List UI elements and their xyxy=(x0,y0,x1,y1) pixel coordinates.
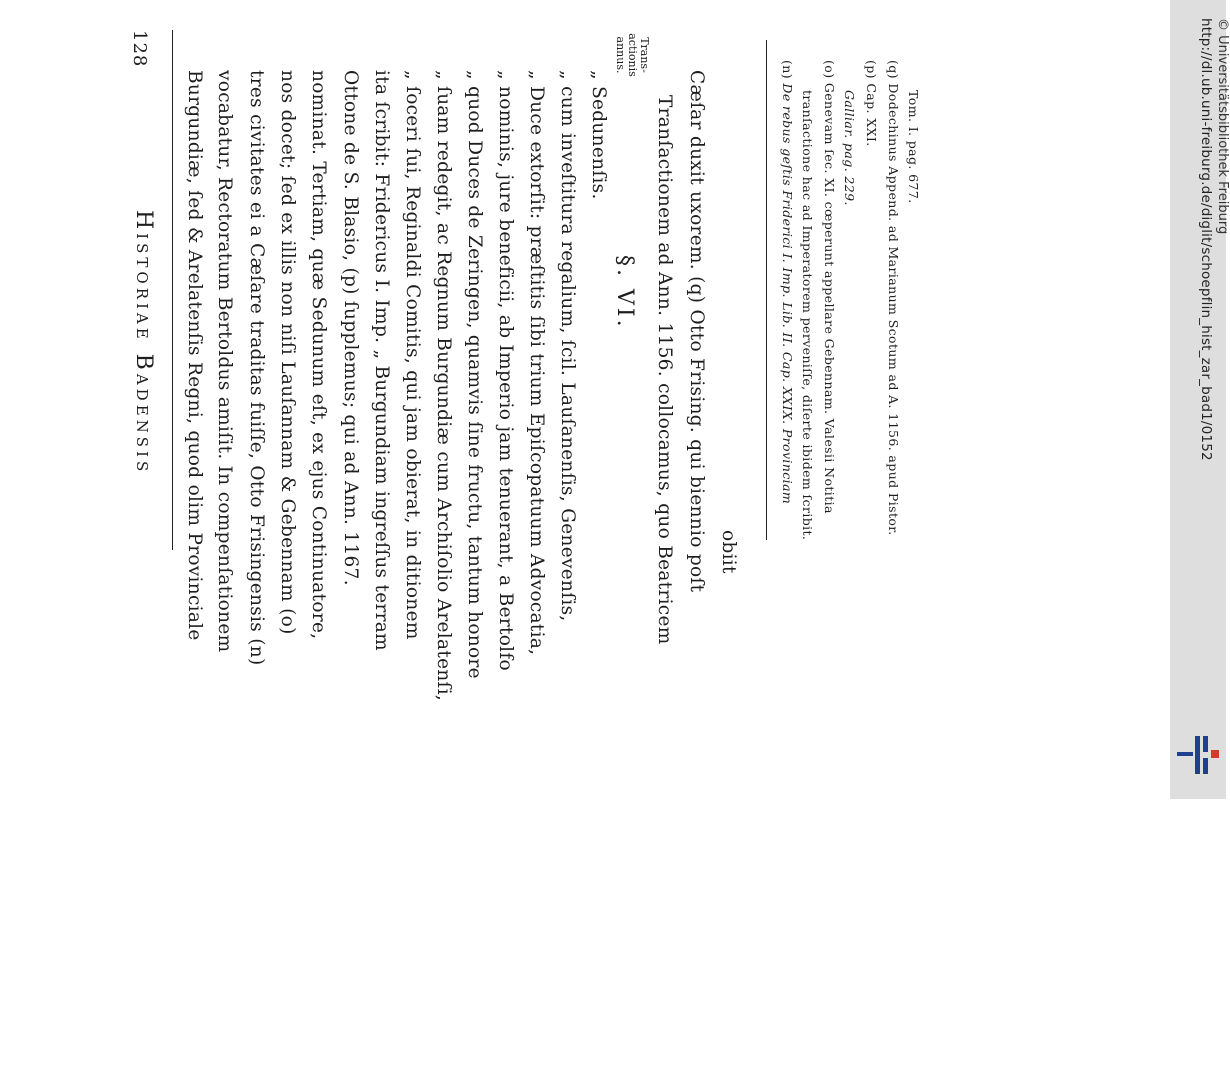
footnote-mark: (o) xyxy=(822,60,837,79)
text-line: nos docet; ſed ex illis non niſi Lauſannam & Gebennam (o) xyxy=(277,70,298,635)
footnote-text: Dodechinus Append. ad Marianum Scotum ad A. 1156. apud Pistor. xyxy=(886,83,901,536)
page-number: 128 xyxy=(129,30,150,68)
margin-note-line: Trans- xyxy=(638,37,651,73)
text-line: ita ſcribit: Fridericus I. Imp. „ Burgundiam ingreſſus terram xyxy=(371,70,392,651)
footnote-mark: (q) xyxy=(886,60,901,79)
ub-freiburg-logo-icon xyxy=(1175,732,1221,776)
text-line: Ottone de S. Blasio, (p) ſupplemus; qui ad Ann. 1167. xyxy=(340,70,361,586)
text-line: „ Sedunenſis. xyxy=(588,70,609,200)
footnote-p xyxy=(864,60,879,147)
margin-note-line: annus. xyxy=(614,36,627,74)
text-line: „ ſuam redegit, ac Regnum Burgundiæ cum Archiſolio Arelatenſi, xyxy=(433,70,454,702)
footnote-o-cont xyxy=(842,90,857,206)
footnote-q-cont xyxy=(906,90,921,204)
margin-note-line: actionis xyxy=(626,33,639,77)
source-url[interactable]: http://dl.ub.uni-freiburg.de/diglit/schoepflin_hist_zar_bad1/0152 xyxy=(1198,18,1214,461)
rotated-page-content xyxy=(129,30,1085,1080)
text-line: tres civitates ei a Cæſare traditas fuiſſe, Otto Frisingensis (n) xyxy=(246,70,267,666)
footnote-mark: (n) xyxy=(780,60,795,80)
text-line: „ Duce extorſit: præſtitis ſibi trium Epiſcopatuum Advocatia, xyxy=(526,70,547,656)
section-heading: §. VI. xyxy=(612,255,637,330)
footnote-text: Genevam ſec. XI. cœperunt appellare Gebennam. Valesii Notitia xyxy=(822,82,837,514)
footnote-text: De rebus geſtis Friderici I. Imp. Lib. II. Cap. XXIX. Provinciam xyxy=(780,83,795,505)
text-line: „ ſoceri ſui, Reginaldi Comitis, qui jam obierat, in ditionem xyxy=(402,70,423,640)
running-title: Historiae Badensis xyxy=(131,210,156,476)
header-rule xyxy=(172,30,173,550)
text-line: vocabatur, Rectoratum Bertoldus amiſit. In compenſationem xyxy=(214,70,235,653)
text-line: Cæſar duxit uxorem. (q) Otto Frising. qui biennio poſt xyxy=(686,70,707,593)
text-line: „ nominis, jure beneficii, ab Imperio jam tenuerant, a Bertolfo xyxy=(495,70,516,671)
footnote-text: tranſactione hac ad Imperatorem perveniſſe, diſerte ibidem ſcribit. xyxy=(800,90,815,541)
text-line: obiit xyxy=(718,530,739,574)
footnote-text: Galliar. pag. 229. xyxy=(842,90,857,206)
footnote-o xyxy=(822,60,837,514)
footnote-text: Cap. XXI. xyxy=(864,83,879,147)
text-line: Tranſactionem ad Ann. 1156. collocamus, quo Beatricem xyxy=(654,95,675,645)
footnote-mark: (p) xyxy=(864,60,879,79)
footnote-text: Tom. I. pag. 677. xyxy=(906,90,921,204)
margin-note xyxy=(614,20,650,90)
text-line: „ cum inveſtitura regalium, ſcil. Lauſanenſis, Genevenſis, xyxy=(557,70,578,622)
footnote-n-cont xyxy=(800,90,815,540)
text-line: „ quod Duces de Zeringen, quamvis ſine fructu, tantum honore xyxy=(464,70,485,679)
footnote-rule xyxy=(766,40,767,540)
footnote-q xyxy=(886,60,901,536)
text-line: Burgundiæ, ſed & Arelatenſis Regni, quod olim Provinciale xyxy=(184,70,205,641)
footnote-n xyxy=(780,60,795,504)
text-line: nominat. Tertiam, quæ Sedunum eſt, ex ejus Continuatore, xyxy=(308,70,329,640)
copyright-notice: © Universitätsbibliothek Freiburg xyxy=(1215,18,1230,235)
